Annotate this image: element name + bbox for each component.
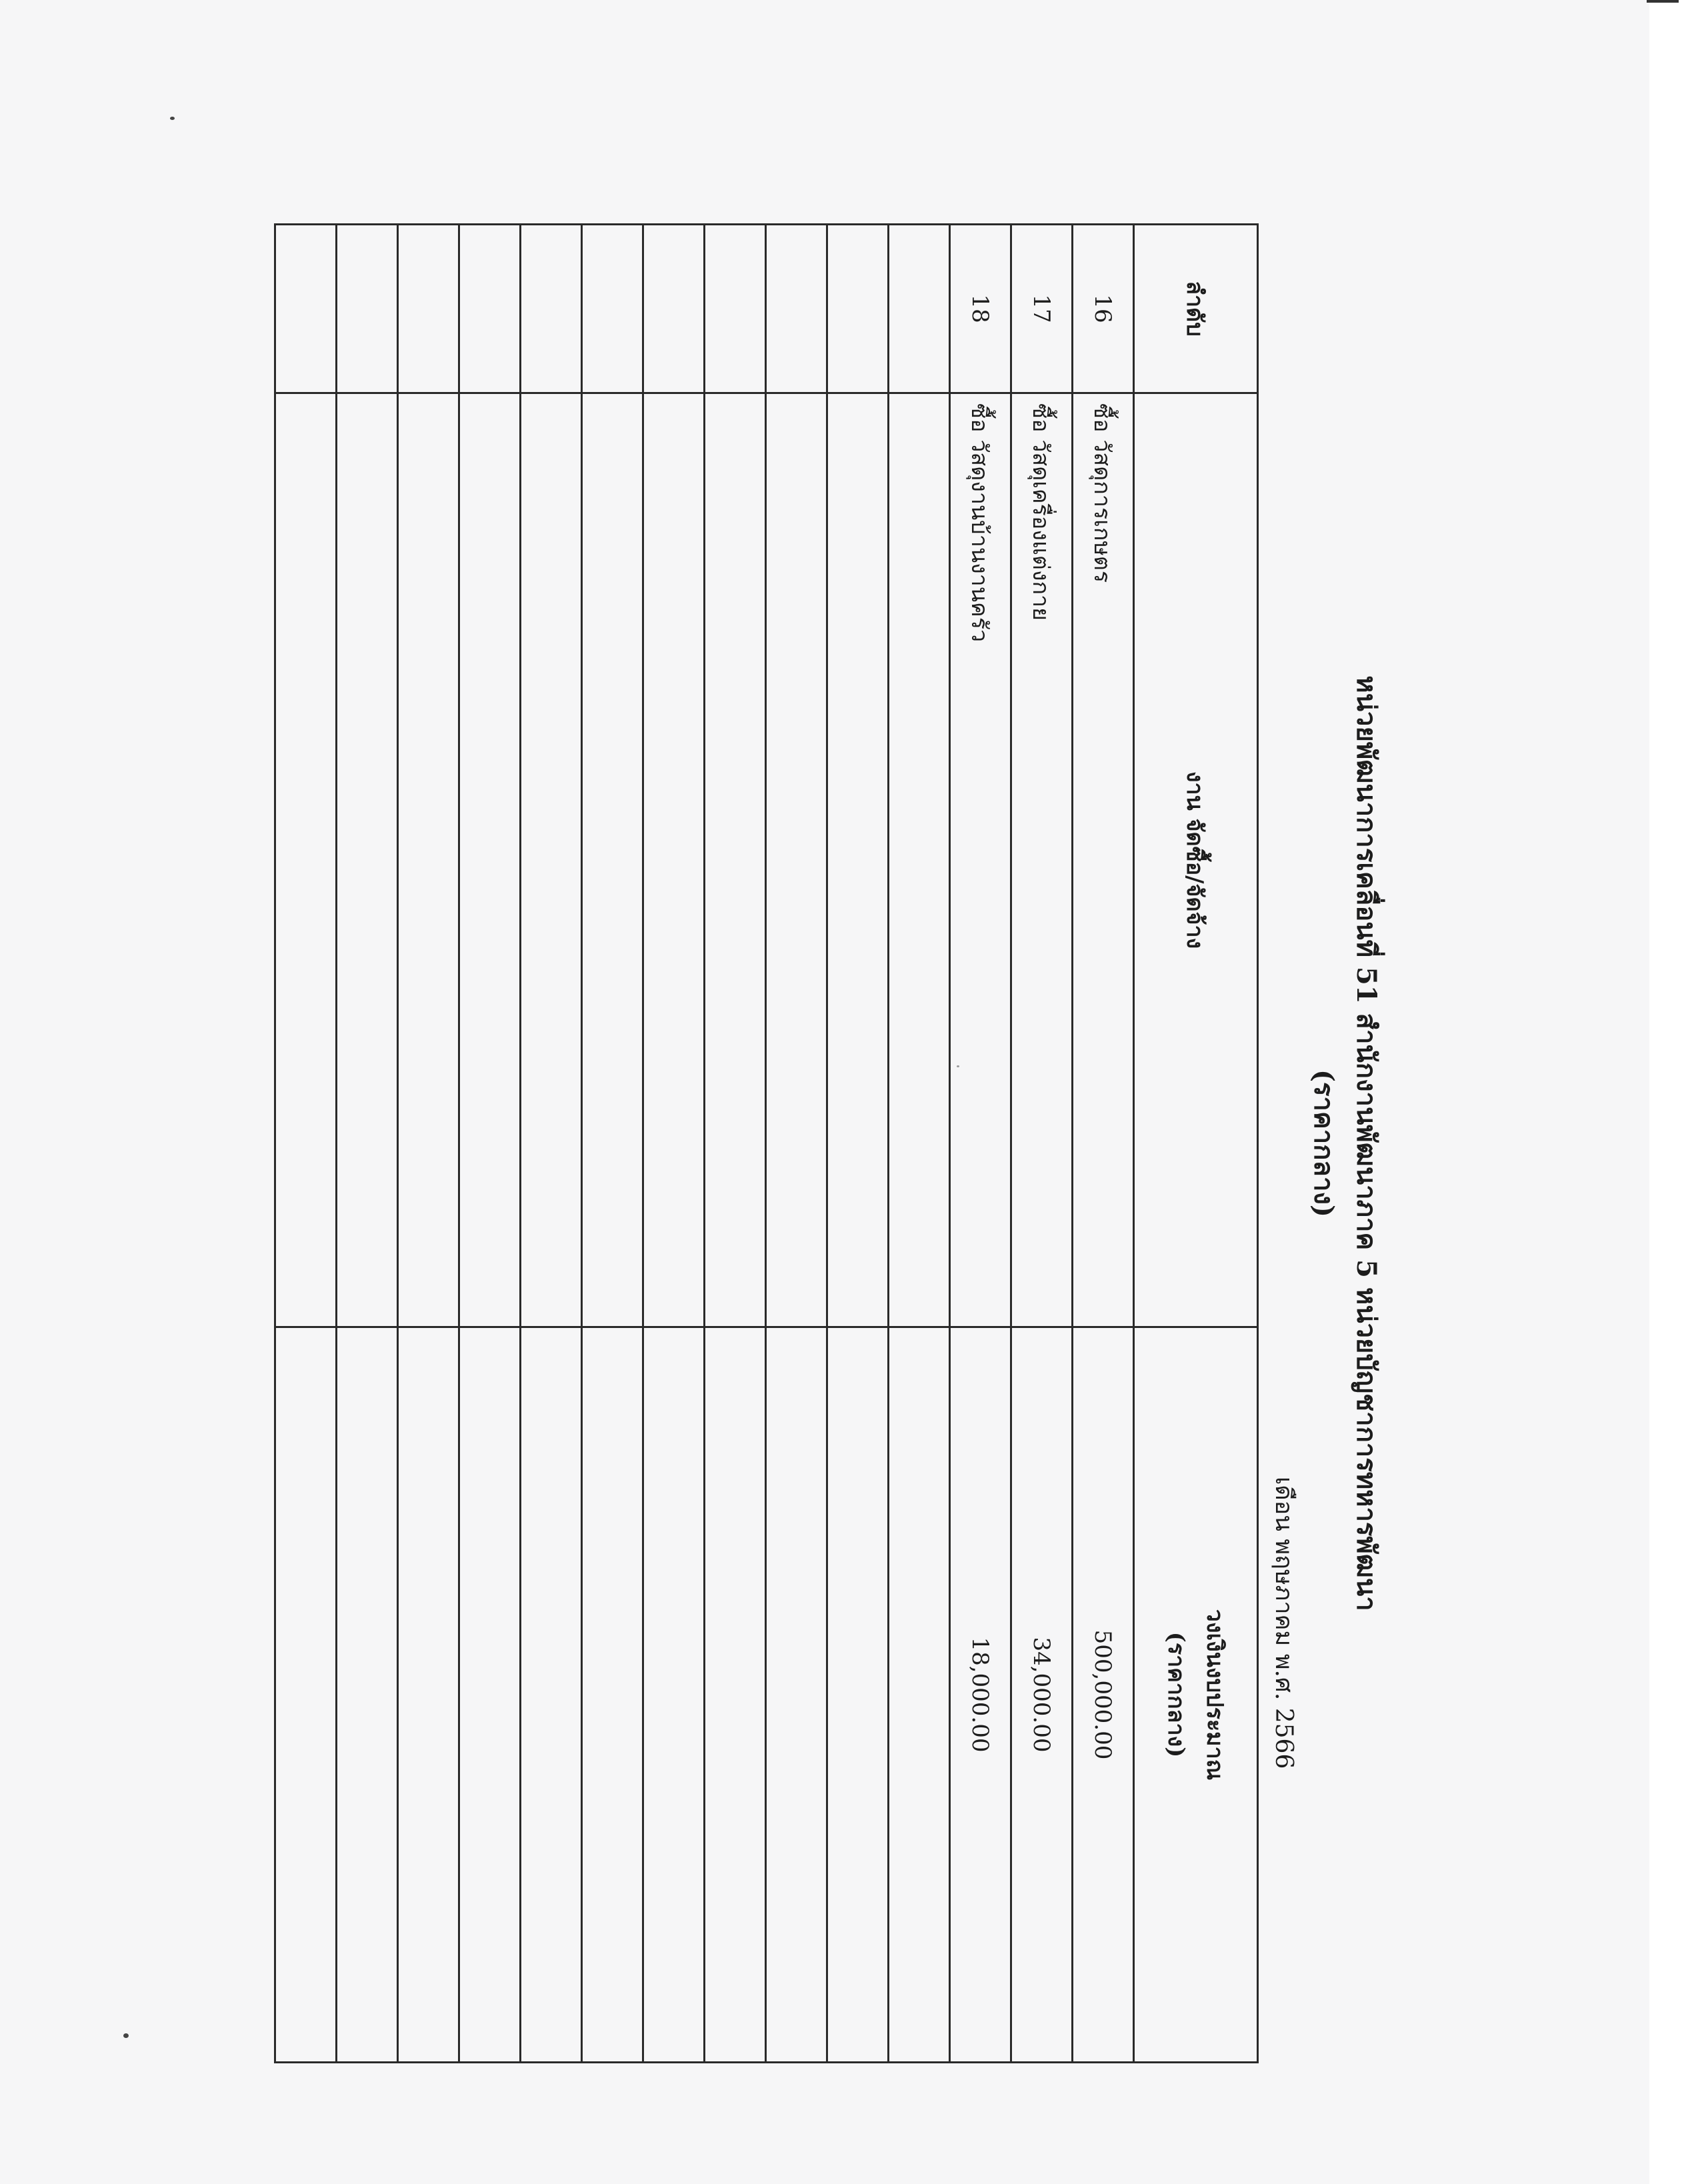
row-no [889, 225, 950, 393]
row-amount [582, 1327, 643, 2063]
document-subtitle: (ราคากลาง) [1308, 1069, 1339, 1217]
header-amount [1134, 1327, 1258, 2063]
scan-speck [123, 2033, 129, 2038]
row-amount [705, 1327, 766, 2063]
row-no [521, 225, 582, 393]
row-amount [275, 1327, 337, 2063]
table-row [889, 225, 950, 2063]
table-row [766, 225, 827, 2063]
row-amount: 500,000.00 [1073, 1327, 1134, 2063]
row-no [827, 225, 889, 393]
document-title: หน่วยพัฒนาการเคลื่อนที่ 51 สำนักงานพัฒนาภาค 5 หน่วยบัญชาการทหารพัฒนา [1351, 675, 1382, 1611]
row-item [827, 393, 889, 1327]
header-amount-line2: (ราคากลาง) [1163, 1631, 1190, 1758]
scan-right-margin [1649, 0, 1684, 2184]
document-month: เดือน พฤษภาคม พ.ศ. 2566 [1270, 1477, 1297, 1769]
row-amount [889, 1327, 950, 2063]
row-item: ซื้อ วัสดุการเกษตร [1073, 393, 1134, 1327]
table-row [1073, 225, 1134, 2063]
row-no [459, 225, 521, 393]
row-no [766, 225, 827, 393]
rotated-procurement-sheet [333, 223, 1400, 2063]
row-no [582, 225, 643, 393]
row-amount: 18,000.00 [950, 1327, 1011, 2063]
procurement-table [274, 223, 1259, 2063]
header-amount-line1: วงเงินงบประมาณ [1201, 1609, 1229, 1781]
row-amount [459, 1327, 521, 2063]
row-no [398, 225, 459, 393]
row-item [705, 393, 766, 1327]
row-no [337, 225, 398, 393]
row-no [643, 225, 705, 393]
table-row [1011, 225, 1073, 2063]
table-row [950, 225, 1011, 2063]
table-header-row [1134, 225, 1258, 2063]
row-amount [521, 1327, 582, 2063]
row-item [275, 393, 337, 1327]
scan-corner-mark [1647, 0, 1679, 3]
row-item [459, 393, 521, 1327]
row-no [705, 225, 766, 393]
row-no: 16 [1073, 225, 1134, 393]
table-row [705, 225, 766, 2063]
table-row [827, 225, 889, 2063]
row-item [337, 393, 398, 1327]
table-row [398, 225, 459, 2063]
table-row [643, 225, 705, 2063]
row-amount [643, 1327, 705, 2063]
row-item [521, 393, 582, 1327]
table-row [459, 225, 521, 2063]
row-no: 18 [950, 225, 1011, 393]
row-item: ซื้อ วัสดุเครื่องแต่งกาย [1011, 393, 1073, 1327]
table-row [521, 225, 582, 2063]
row-item [398, 393, 459, 1327]
row-amount [337, 1327, 398, 2063]
header-item: งาน จัดซื้อ/จัดจ้าง [1134, 393, 1258, 1327]
row-amount [398, 1327, 459, 2063]
row-no [275, 225, 337, 393]
table-row [275, 225, 337, 2063]
table-row [582, 225, 643, 2063]
header-no: ลำดับ [1134, 225, 1258, 393]
scan-speck [170, 117, 175, 120]
row-no: 17 [1011, 225, 1073, 393]
row-item [643, 393, 705, 1327]
row-amount: 34,000.00 [1011, 1327, 1073, 2063]
row-item [582, 393, 643, 1327]
row-item [889, 393, 950, 1327]
row-amount [827, 1327, 889, 2063]
row-amount [766, 1327, 827, 2063]
row-item [766, 393, 827, 1327]
row-item: ซื้อ วัสดุงานบ้านงานครัว [950, 393, 1011, 1327]
table-row [337, 225, 398, 2063]
